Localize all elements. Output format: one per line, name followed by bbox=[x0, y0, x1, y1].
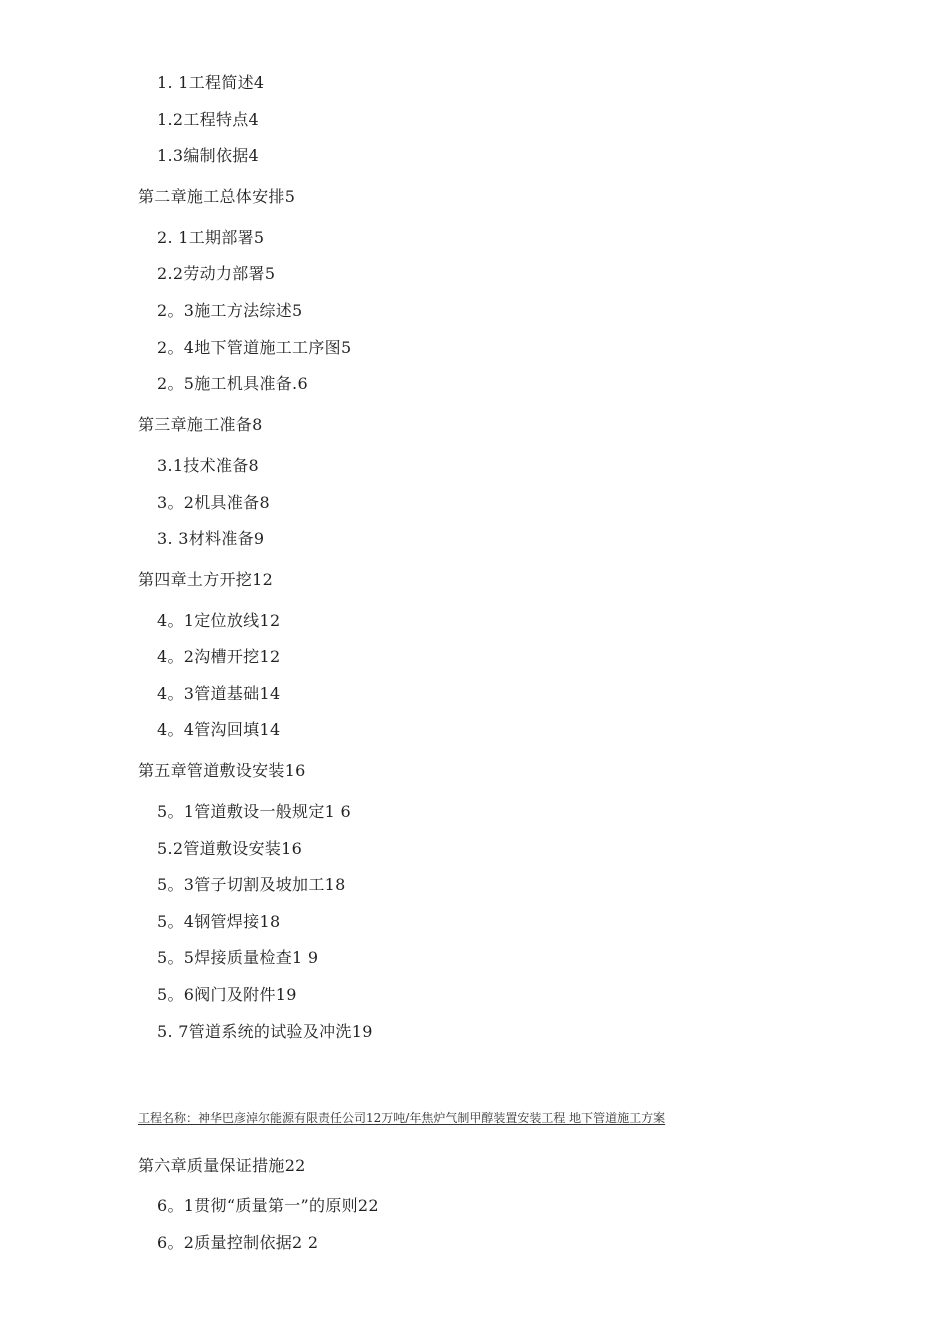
toc-entry-1-3: 1.3编制依据4 bbox=[157, 146, 260, 165]
toc-entry-1-1: 1. 1工程简述4 bbox=[157, 73, 265, 92]
toc-entry-5-3: 5。3管子切割及坡加工18 bbox=[157, 875, 346, 894]
toc-entry-2-3: 2。3施工方法综述5 bbox=[157, 301, 303, 320]
toc-entry-5-4: 5。4钢管焊接18 bbox=[157, 912, 281, 931]
toc-entry-3-3: 3. 3材料准备9 bbox=[157, 529, 265, 548]
toc-entry-6-1: 6。1贯彻“质量第一”的原则22 bbox=[157, 1196, 379, 1215]
toc-entry-5-6: 5。6阀门及附件19 bbox=[157, 985, 297, 1004]
toc-entry-2-2: 2.2劳动力部署5 bbox=[157, 264, 276, 283]
toc-entry-4-2: 4。2沟槽开挖12 bbox=[157, 647, 281, 666]
toc-entry-6-2: 6。2质量控制依据2 2 bbox=[157, 1233, 319, 1252]
toc-entry-5-7: 5. 7管道系统的试验及冲洗19 bbox=[157, 1022, 373, 1041]
toc-chapter-4: 第四章土方开挖12 bbox=[138, 570, 274, 589]
toc-entry-2-1: 2. 1工期部署5 bbox=[157, 228, 265, 247]
toc-chapter-2: 第二章施工总体安排5 bbox=[138, 187, 296, 206]
toc-entry-2-4: 2。4地下管道施工工序图5 bbox=[157, 338, 352, 357]
toc-chapter-5: 第五章管道敷设安装16 bbox=[138, 761, 306, 780]
toc-entry-4-3: 4。3管道基础14 bbox=[157, 684, 281, 703]
toc-entry-5-5: 5。5焊接质量检查1 9 bbox=[157, 948, 319, 967]
toc-chapter-3: 第三章施工准备8 bbox=[138, 415, 263, 434]
toc-chapter-6: 第六章质量保证措施22 bbox=[138, 1156, 306, 1175]
toc-entry-3-1: 3.1技术准备8 bbox=[157, 456, 260, 475]
toc-entry-5-1: 5。1管道敷设一般规定1 6 bbox=[157, 802, 352, 821]
toc-entry-4-1: 4。1定位放线12 bbox=[157, 611, 281, 630]
project-name-header: 工程名称：神华巴彦淖尔能源有限责任公司12万吨/年焦炉气制甲醇装置安装工程 地下管道施工方案 bbox=[138, 1111, 666, 1125]
toc-entry-3-2: 3。2机具准备8 bbox=[157, 493, 270, 512]
toc-entry-4-4: 4。4管沟回填14 bbox=[157, 720, 281, 739]
toc-entry-5-2: 5.2管道敷设安装16 bbox=[157, 839, 303, 858]
toc-entry-1-2: 1.2工程特点4 bbox=[157, 110, 260, 129]
toc-entry-2-5: 2。5施工机具准备.6 bbox=[157, 374, 308, 393]
